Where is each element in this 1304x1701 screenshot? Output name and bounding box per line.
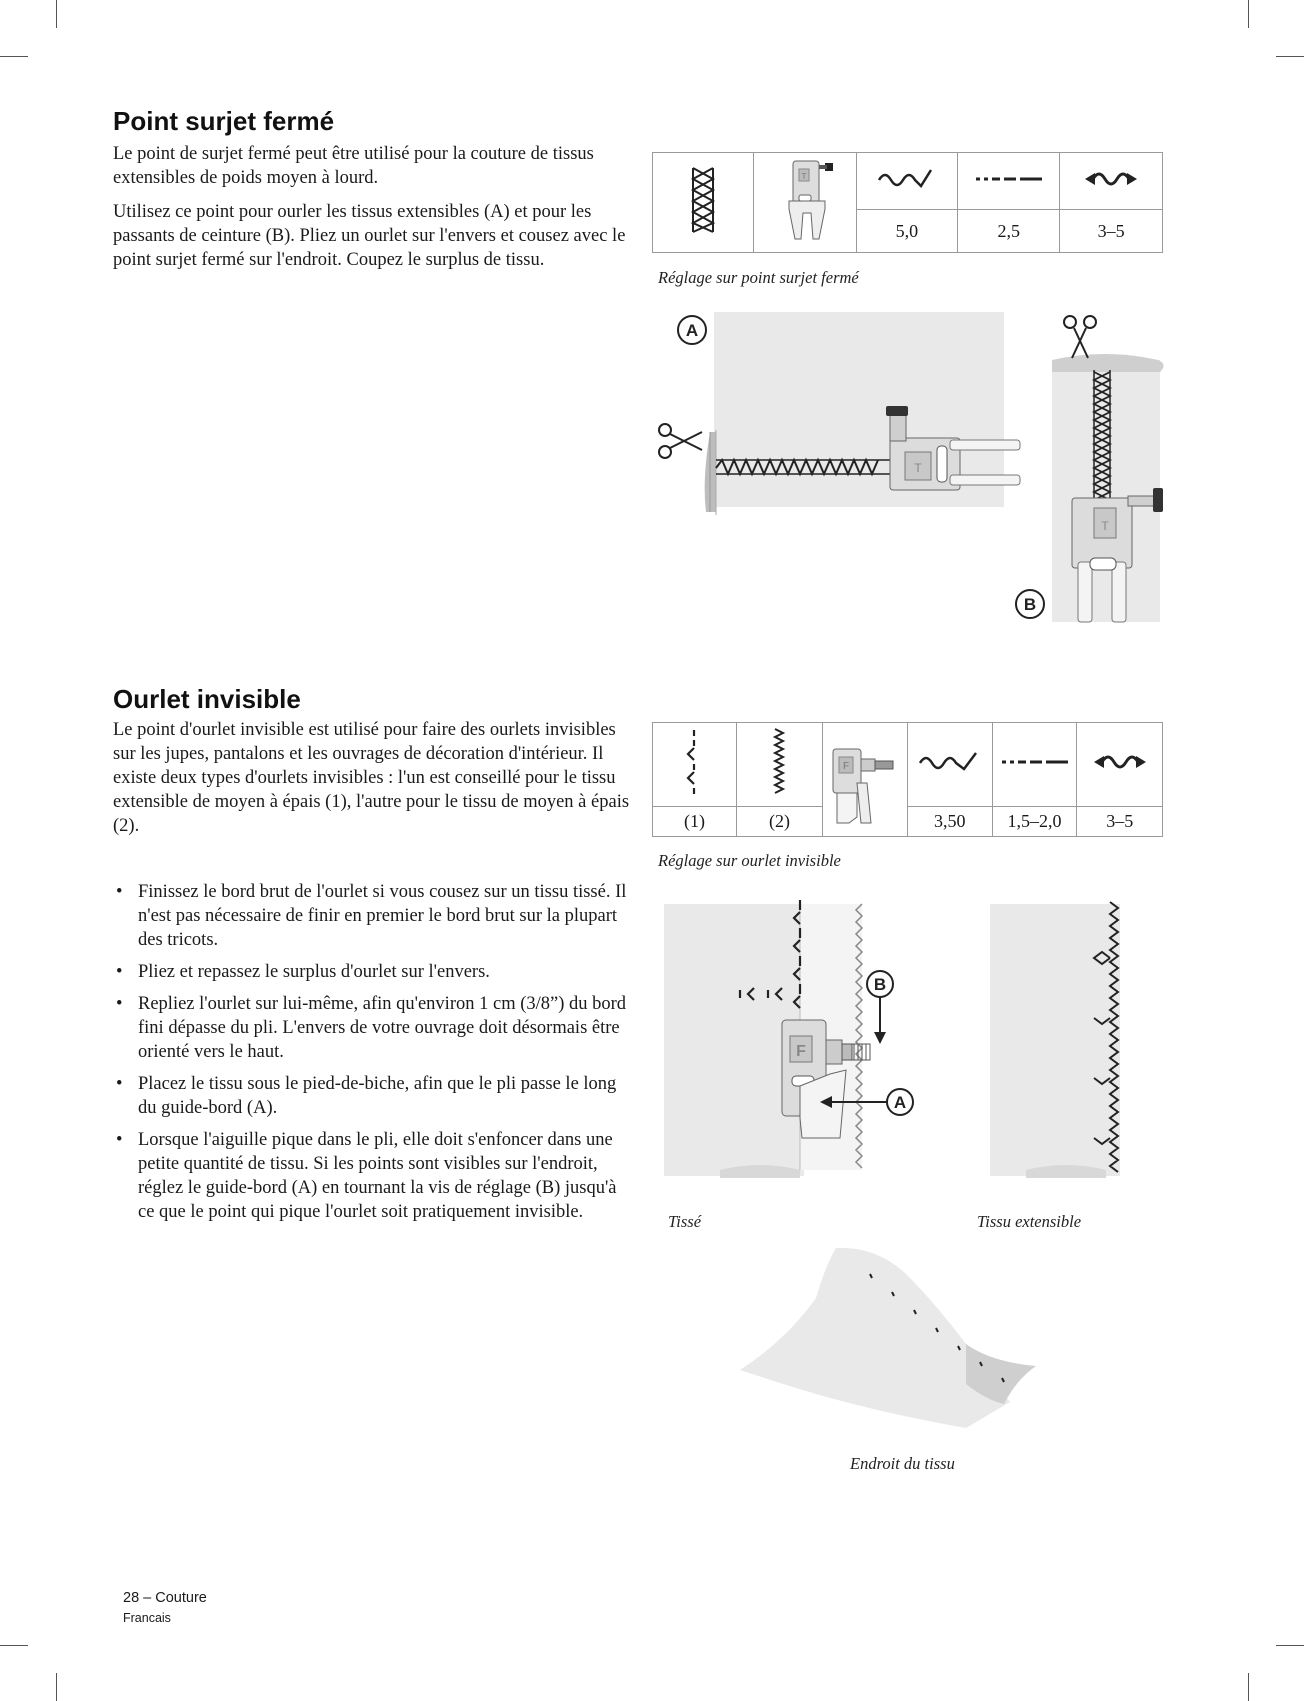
crop-mark [56,0,57,28]
list-item: • Placez le tissu sous le pied-de-biche, afin que le pli passe le long du guide-bord (A). [113,1072,633,1120]
caption-stretch: Tissu extensible [977,1212,1082,1231]
crop-mark [1248,0,1249,28]
paragraph-surjet-intro: Le point de surjet fermé peut être utilisé pour la couture de tissus extensibles de poids moyen à lourd. [113,144,594,188]
section-title-point-surjet: Point surjet fermé [113,106,335,136]
overlock-illustration [650,300,1190,630]
list-item: • Repliez l'ourlet sur lui-même, afin qu'environ 1 cm (3/8”) du bord fini dépasse du pli. L'envers de votre ouvrage doit désormais être orienté vers le haut. [113,992,633,1064]
stitch-length-icon [974,169,1044,189]
crop-mark [0,1645,28,1646]
stitch-cell [653,153,754,253]
stitch2-label: (2) [737,807,823,837]
overlock-stitch-icon [688,165,718,235]
list-item: • Pliez et repassez le surplus d'ourlet sur l'envers. [113,960,633,984]
foot-letter: T [801,172,807,181]
crop-mark [1248,1673,1249,1701]
width-icon-cell [856,153,958,210]
svg-text:T: T [914,461,922,475]
page-number: 28 – Couture [123,1590,207,1606]
language-label: Francais [123,1611,171,1625]
presser-foot-f-icon [827,727,903,827]
paragraph-surjet-usage: Utilisez ce point pour ourler les tissus extensibles (A) et pour les passants de ceinture (B). Pliez un ourlet sur l'envers et cousez avec le point surjet fermé sur l'endroit. Coupez le surplus de tissu. [113,202,626,270]
list-item: • Lorsque l'aiguille pique dans le pli, elle doit s'enfoncer dans une petite quantité de tissu. Si les points sont visibles sur l'endroit, réglez le guide-bord (A) en tournant la vis de réglage (B) jusqu'à ce que le point qui pique l'ourlet soit pratiquement invisible. [113,1128,633,1224]
woven-hem-illustration [660,898,940,1180]
thread-tension-icon [1083,164,1139,194]
caption-surjet-settings: Réglage sur point surjet fermé [658,268,859,287]
length-icon-cell [992,723,1077,807]
tension-icon-cell [1060,153,1163,210]
stitch-width-value: 3,50 [907,807,992,837]
crop-mark [0,56,28,57]
tension-value: 3–5 [1077,807,1163,837]
svg-text:F: F [796,1043,806,1060]
blind-hem-stretch-icon [685,728,705,796]
svg-text:T: T [1101,519,1109,533]
tension-value: 3–5 [1060,210,1163,253]
instruction-list [113,880,633,1232]
crop-mark [1276,1645,1304,1646]
stitch1-label: (1) [653,807,737,837]
stitch-length-value: 2,5 [958,210,1060,253]
foot-letter: F [842,761,850,772]
label-a: A [893,1093,907,1112]
presser-foot-cell [753,153,856,253]
stitch-width-value: 5,0 [856,210,958,253]
blind-hem-woven-icon [769,727,791,797]
presser-foot-f-cell [823,723,908,837]
list-item: • Finissez le bord brut de l'ourlet si vous cousez sur un tissu tissé. Il n'est pas nécessaire de finir en premier le bord brut sur la plupart des tricots. [113,880,633,952]
stitch1-icon-cell [653,723,737,807]
label-b: B [873,975,887,994]
stitch-width-icon [918,747,982,777]
stitch-width-icon [877,164,937,194]
settings-table-surjet [652,152,1163,253]
caption-woven: Tissé [668,1212,702,1231]
crop-mark [1276,56,1304,57]
stitch2-icon-cell [737,723,823,807]
crop-mark [56,1673,57,1701]
length-icon-cell [958,153,1060,210]
label-a: A [685,321,699,340]
paragraph-ourlet-intro: Le point d'ourlet invisible est utilisé pour faire des ourlets invisibles sur les jupes, pantalons et les ouvrages de décoration d'intérieur. Il existe deux types d'ourlets invisibles : l'un est conseillé pour le tissu extensible de moyen à épais (1), l'autre pour le tissu de moyen à épais (2). [113,720,630,836]
section-title-ourlet-invisible: Ourlet invisible [113,684,301,714]
stretch-hem-illustration [986,898,1136,1180]
caption-ourlet-settings: Réglage sur ourlet invisible [658,851,841,870]
caption-right-side: Endroit du tissu [850,1454,955,1473]
fabric-right-side-illustration [736,1244,1076,1436]
width-icon-cell [907,723,992,807]
stitch-length-icon [1000,752,1070,772]
stitch-length-value: 1,5–2,0 [992,807,1077,837]
tension-icon-cell [1077,723,1163,807]
thread-tension-icon [1092,747,1148,777]
settings-table-ourlet [652,722,1163,837]
label-b: B [1023,595,1037,614]
presser-foot-t-icon [775,157,835,243]
